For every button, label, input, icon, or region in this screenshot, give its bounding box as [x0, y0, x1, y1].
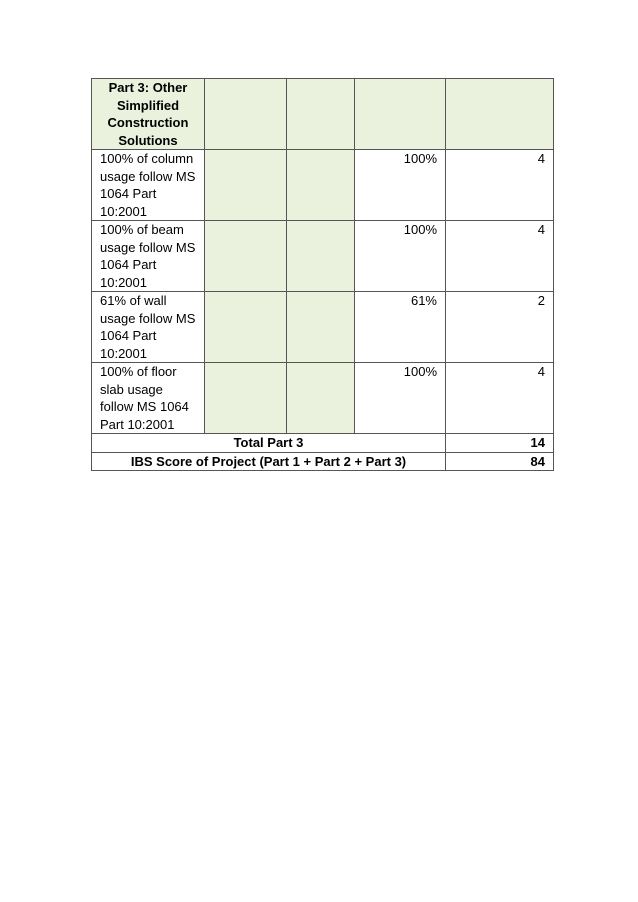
row-points: 4 [446, 221, 554, 292]
part3-header-cell: Part 3: Other Simplified Construction Solutions [92, 79, 205, 150]
ibs-score-table [91, 78, 554, 471]
row-description: 100% of column usage follow MS 1064 Part 10:2001 [92, 150, 205, 221]
shaded-cell [287, 292, 355, 363]
ibs-score-value: 84 [446, 452, 554, 471]
total-part3-row [92, 434, 554, 453]
table-row [92, 221, 554, 292]
row-description: 100% of beam usage follow MS 1064 Part 10:2001 [92, 221, 205, 292]
row-description: 61% of wall usage follow MS 1064 Part 10:2001 [92, 292, 205, 363]
table-row [92, 292, 554, 363]
ibs-score-row [92, 452, 554, 471]
row-points: 4 [446, 150, 554, 221]
shaded-cell [205, 292, 287, 363]
header-empty-cell [446, 79, 554, 150]
shaded-cell [287, 150, 355, 221]
table-header-row [92, 79, 554, 150]
shaded-cell [205, 363, 287, 434]
row-percentage: 61% [355, 292, 446, 363]
total-part3-label: Total Part 3 [92, 434, 446, 453]
row-description: 100% of floor slab usage follow MS 1064 Part 10:2001 [92, 363, 205, 434]
shaded-cell [205, 150, 287, 221]
shaded-cell [205, 221, 287, 292]
table-row [92, 363, 554, 434]
row-points: 4 [446, 363, 554, 434]
header-empty-cell [287, 79, 355, 150]
ibs-score-label: IBS Score of Project (Part 1 + Part 2 + Part 3) [92, 452, 446, 471]
shaded-cell [287, 221, 355, 292]
table-row [92, 150, 554, 221]
row-percentage: 100% [355, 150, 446, 221]
row-percentage: 100% [355, 363, 446, 434]
row-points: 2 [446, 292, 554, 363]
shaded-cell [287, 363, 355, 434]
total-part3-value: 14 [446, 434, 554, 453]
header-empty-cell [205, 79, 287, 150]
row-percentage: 100% [355, 221, 446, 292]
header-empty-cell [355, 79, 446, 150]
